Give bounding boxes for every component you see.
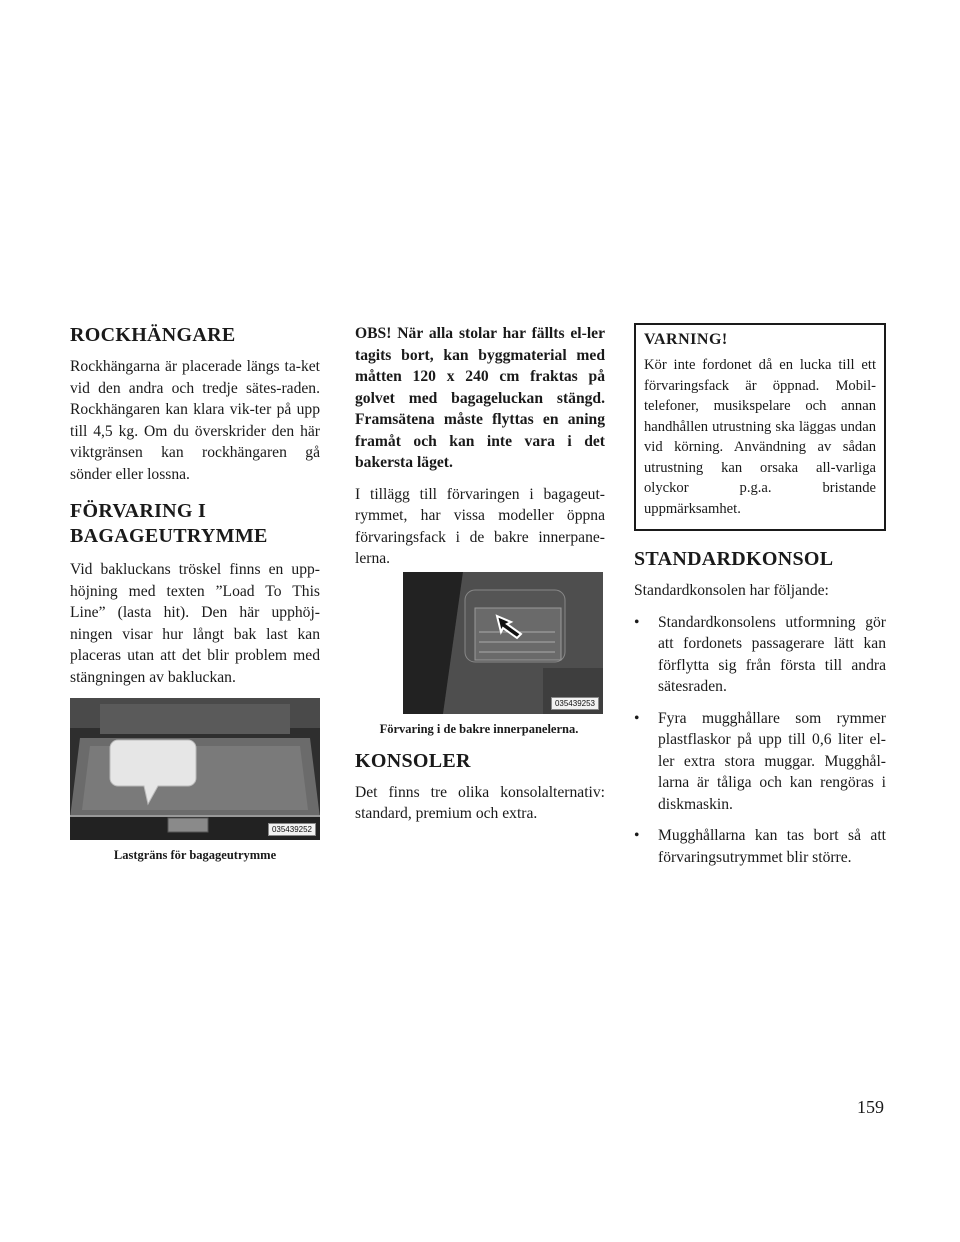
paragraph-forvaring: Vid bakluckans tröskel finns en upp-höjning med texten ”Load To This Line” (lasta hit). Den här upphöj-ningen visar hur långt bak last kan placeras utan att det blir problem med stängningen av bakluckan. — [70, 561, 320, 686]
figure-caption: Förvaring i de bakre innerpanelerna. — [379, 721, 579, 736]
page-number: 159 — [857, 1097, 884, 1117]
rear-panel-photo — [403, 572, 603, 714]
column-right — [634, 323, 886, 878]
heading-forvaring-line2: BAGAGEUTRYMME — [70, 525, 268, 547]
paragraph-tillagg: I tillägg till förvaringen i bagageut-rymmet, har vissa modeller öppna förvaringsfack i de bakre innerpane-lerna. — [355, 485, 605, 567]
heading-forvaring — [70, 499, 320, 549]
figure-id-tag: 035439253 — [551, 697, 599, 710]
paragraph-obs: OBS! När alla stolar har fällts el-ler tagits bort, kan byggmaterial med måtten 120 x 240 cm fraktas på golvet med bagageluckan stängd. Framsätena måste flyttas en aning framåt och kan inte vara i det bakersta läget. — [355, 325, 605, 471]
figure-caption: Lastgräns för bagageutrymme — [113, 848, 277, 862]
figure-rear-storage — [379, 572, 605, 737]
heading-konsoler: KONSOLER — [355, 749, 471, 772]
column-left — [70, 323, 320, 863]
list-item: • Fyra mugghållare som rymmer plastflaskor på upp till 0,6 liter el-ler extra stora muggar. Mugghål-larna är tåliga och kan rengöras i diskmaskin. — [634, 708, 886, 816]
heading-standardkonsol: STANDARDKONSOL — [634, 548, 834, 570]
heading-forvaring-line1: FÖRVARING I — [70, 500, 207, 522]
figure-id-tag: 035439252 — [268, 823, 316, 836]
warning-title: VARNING! — [644, 331, 728, 348]
column-middle — [355, 323, 605, 835]
cargo-illustration — [70, 698, 320, 840]
warning-box — [634, 323, 886, 531]
paragraph-rockhangare: Rockhängarna är placerade längs ta-ket vid den andra och tredje sätes-raden. Rockhängaren kan klara vik-ter på upp till 4,5 kg. Om du överskrider den här viktgränsen kan rockhängaren gå sönder eller lossna. — [70, 358, 320, 483]
paragraph-standardkonsol: Standardkonsolen har följande: — [634, 582, 829, 599]
heading-rockhangare: ROCKHÄNGARE — [70, 324, 236, 346]
rear-storage-illustration — [403, 572, 603, 714]
paragraph-konsoler: Det finns tre olika konsolalternativ: standard, premium och extra. — [355, 783, 605, 822]
feature-list — [634, 612, 886, 869]
cargo-area-photo — [70, 698, 320, 840]
list-item: • Standardkonsolens utformning gör att fordonets passagerare lätt kan förflytta sig från första till andra sätesraden. — [634, 612, 886, 698]
list-item: • Mugghållarna kan tas bort så att förvaringsutrymmet blir större. — [634, 825, 886, 868]
figure-cargo-limit — [70, 698, 320, 863]
warning-text: Kör inte fordonet då en lucka till ett förvaringsfack är öppnad. Mobil-telefoner, musikspelare och annan handhållen utrustning ska läggas undan vid körning. Användning av sådan utrustning kan orsaka all-varliga olyckor p.g.a. bristande uppmärksamhet. — [644, 357, 876, 517]
